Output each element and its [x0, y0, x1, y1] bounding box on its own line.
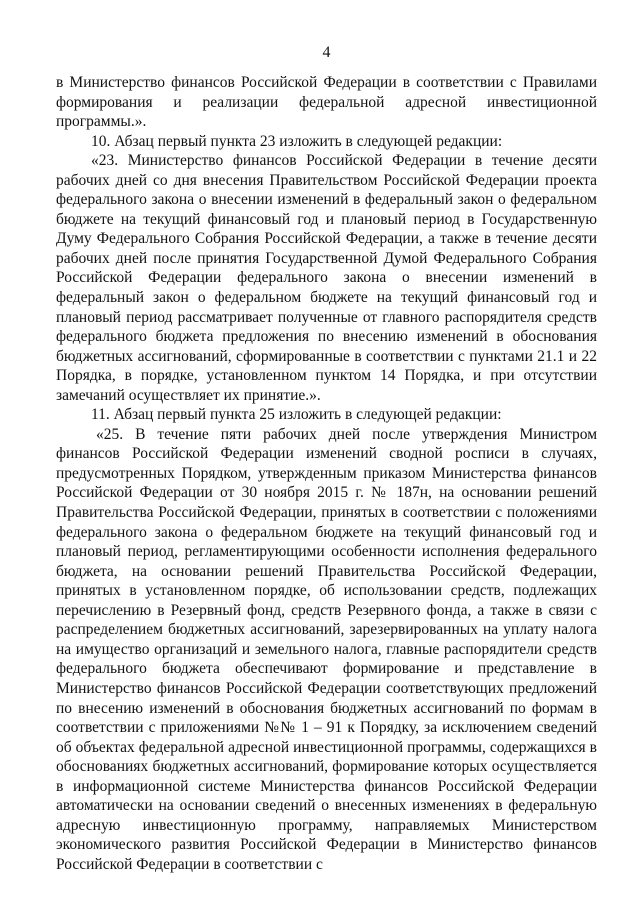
document-body: [56, 73, 597, 874]
paragraph-quote-23: «23. Министерство финансов Российской Федерации в течение десяти рабочих дней со дня внесения Правительством Российской Федерации проекта федерального закона о внесении изменений в федеральный закон о федеральном бюджете на текущий финансовый год и плановый период в Государственную Думу Федерального Собрания Российской Федерации, а также в течение десяти рабочих дней после принятия Государственной Думой Федерального Собрания Российской Федерации федерального закона о внесении изменений в федеральный закон о федеральном бюджете на текущий финансовый год и плановый период рассматривает полученные от главного распорядителя средств федерального бюджета предложения по внесению изменений в обоснования бюджетных ассигнований, сформированные в соответствии с пунктами 21.1 и 22 Порядка, в порядке, установленном пунктом 14 Порядка, и при отсутствии замечаний осуществляет их принятие.».: [56, 152, 597, 404]
paragraph-quote-25: «25. В течение пяти рабочих дней после утверждения Министром финансов Российской Федерации изменений сводной росписи в случаях, предусмотренных Порядком, утвержденным приказом Министерства финансов Российской Федерации от 30 ноября 2015 г. № 187н, на основании решений Правительства Российской Федерации, принятых в соответствии с положениями федерального закона о федеральном бюджете на текущий финансовый год и плановый период, регламентирующими особенности исполнения федерального бюджета, на основании решений Правительства Российской Федерации, принятых в установленном порядке, об использовании средств, подлежащих перечислению в Резервный фонд, средств Резервного фонда, а также в связи с распределением бюджетных ассигнований, зарезервированных на уплату налога на имущество организаций и земельного налога, главные распорядители средств федерального бюджета обеспечивают формирование и представление в Министерство финансов Российской Федерации соответствующих предложений по внесению изменений в обоснования бюджетных ассигнований по формам в соответствии с приложениями №№ 1 – 91 к Порядку, за исключением сведений об объектах федеральной адресной инвестиционной программы, содержащихся в обоснованиях бюджетных ассигнований, формирование которых осуществляется в информационной системе Министерства финансов Российской Федерации автоматически на основании сведений о внесенных изменениях в федеральную адресную инвестиционную программу, направляемых Министерством экономического развития Российской Федерации в Министерство финансов Российской Федерации в соответствии с: [56, 425, 597, 873]
paragraph-item-11: 11. Абзац первый пункта 25 изложить в следующей редакции:: [91, 406, 502, 424]
page-number: 4: [322, 44, 331, 61]
document-page: [56, 0, 597, 905]
paragraph-item-10: 10. Абзац первый пункта 23 изложить в следующей редакции:: [91, 132, 503, 150]
paragraph-continuation: в Министерство финансов Российской Федерации в соответствии с Правилами формирования и реализации федеральной адресной инвестиционной программы.».: [56, 74, 597, 131]
